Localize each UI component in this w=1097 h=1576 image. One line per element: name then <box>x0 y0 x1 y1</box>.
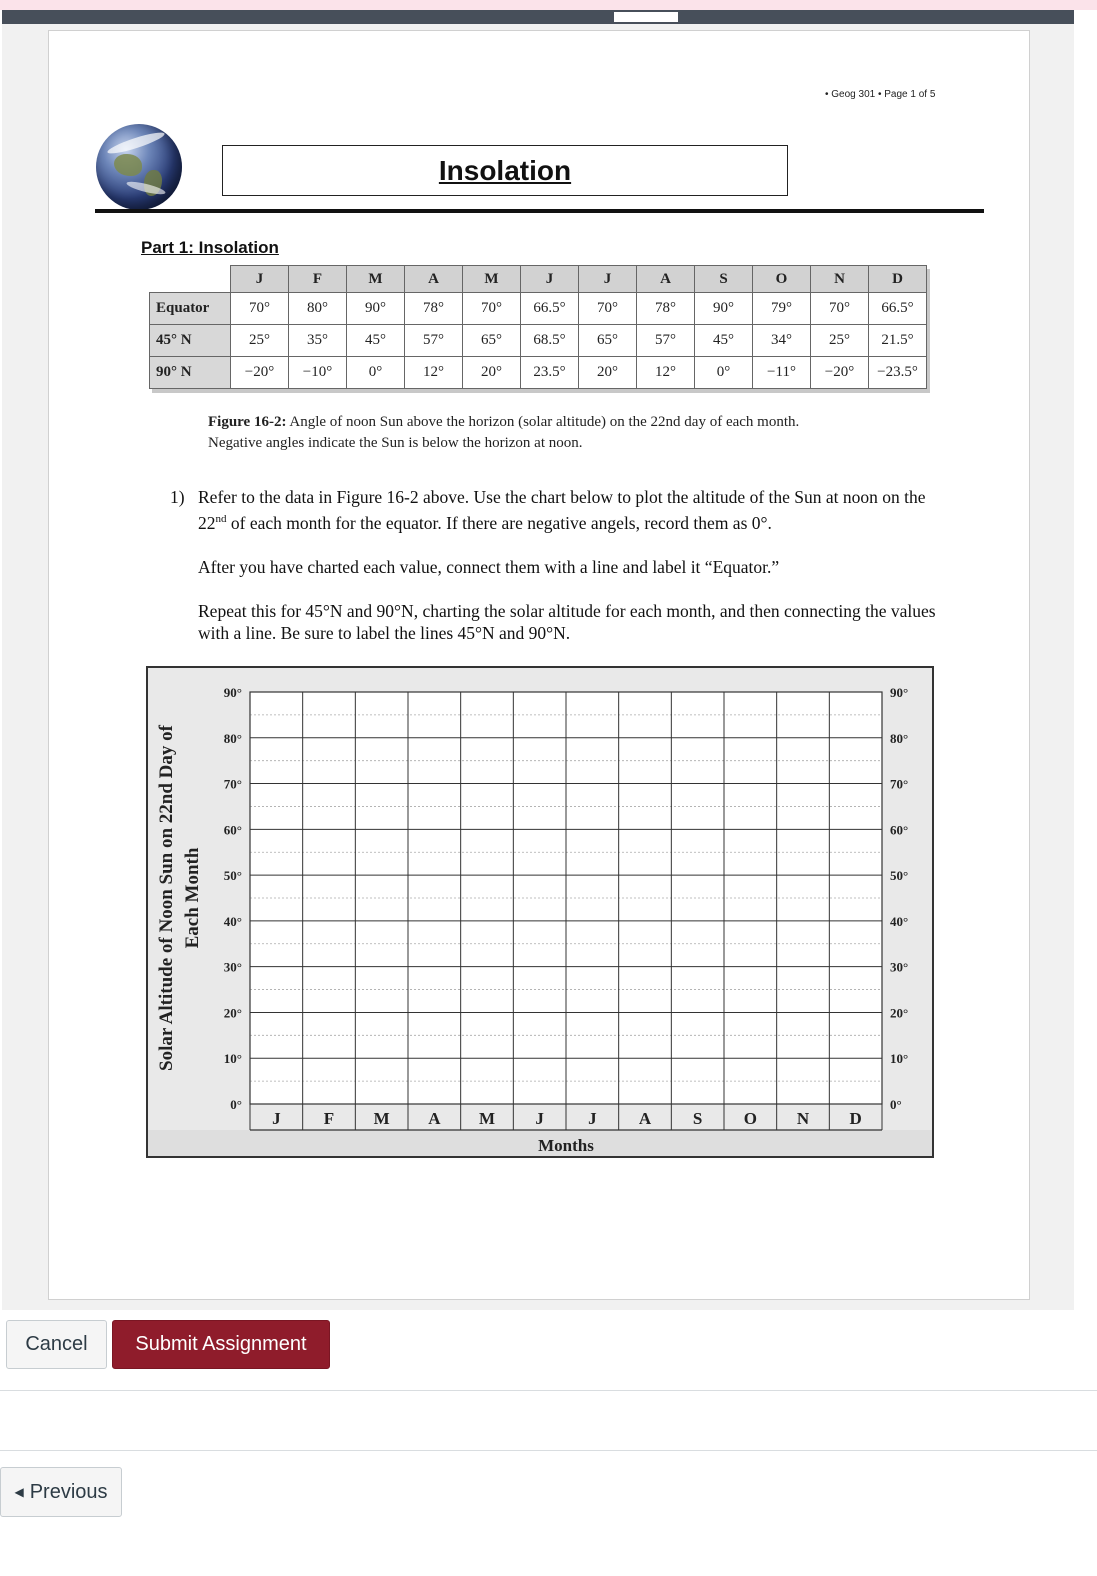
title-rule <box>95 209 984 213</box>
table-cell: 70° <box>811 293 869 325</box>
row-label: 45° N <box>150 325 231 357</box>
question-number: 1) <box>170 487 185 507</box>
previous-label: Previous <box>29 1480 108 1503</box>
y-tick-label-left: 70° <box>223 776 242 792</box>
y-tick-label-left: 60° <box>223 822 242 838</box>
month-header: D <box>869 266 927 293</box>
page-header: • Geog 301 • Page 1 of 5 <box>825 89 936 100</box>
caption-label: Figure 16-2: <box>208 414 287 430</box>
table-cell: 79° <box>753 293 811 325</box>
month-header: J <box>521 266 579 293</box>
month-header: O <box>753 266 811 293</box>
table-cell: 70° <box>231 293 289 325</box>
page-title: Insolation <box>438 154 572 186</box>
y-tick-label-left: 40° <box>223 913 242 929</box>
globe-image <box>96 124 182 210</box>
table-cell: 66.5° <box>521 293 579 325</box>
x-tick-label: A <box>638 1109 652 1128</box>
y-tick-label-right: 80° <box>890 730 909 746</box>
x-tick-label: M <box>478 1109 496 1128</box>
table-cell: 23.5° <box>521 357 579 389</box>
y-tick-label-left: 80° <box>223 730 242 746</box>
x-tick-label: F <box>323 1109 335 1128</box>
month-header: A <box>637 266 695 293</box>
top-strip <box>0 0 1097 10</box>
caret-left-icon: ◀ <box>14 1485 24 1499</box>
part-title: Part 1: Insolation <box>141 238 279 257</box>
table-cell: 0° <box>347 357 405 389</box>
question-paragraph-1: Refer to the data in Figure 16-2 above. Use the chart below to plot the altitude of the Sun at noon on the 22nd of each month for the equator. If there are negative angels, record them as 0°. <box>198 487 926 533</box>
table-cell: −20° <box>231 357 289 389</box>
y-tick-label-left: 0° <box>230 1097 242 1112</box>
table-cell: 65° <box>579 325 637 357</box>
y-tick-label-left: 20° <box>223 1005 242 1021</box>
divider <box>0 1450 1097 1451</box>
table-cell: 12° <box>637 357 695 389</box>
question-paragraph-3: Repeat this for 45°N and 90°N, charting the solar altitude for each month, and then connecting the values with a line. Be sure to label the lines 45°N and 90°N. <box>198 600 936 643</box>
month-header: J <box>579 266 637 293</box>
table-cell: 78° <box>637 293 695 325</box>
caption-line2: Negative angles indicate the Sun is below the horizon at noon. <box>208 435 583 451</box>
row-label: Equator <box>150 293 231 325</box>
x-tick-label: M <box>373 1109 390 1128</box>
viewer-toolbar <box>2 10 1074 24</box>
table-cell: 65° <box>463 325 521 357</box>
table-cell: 45° <box>347 325 405 357</box>
data-table <box>149 265 927 389</box>
divider <box>0 1390 1097 1391</box>
y-tick-label-left: 10° <box>223 1051 242 1067</box>
y-tick-label-left: 50° <box>223 868 242 884</box>
y-axis-label: Solar Altitude of Noon Sun on 22nd Day of <box>156 725 177 1071</box>
x-tick-label: O <box>743 1109 757 1128</box>
previous-button[interactable] <box>0 1467 122 1517</box>
x-axis-label: Months <box>538 1136 594 1155</box>
chart-svg <box>148 668 932 1156</box>
table-cell: 70° <box>463 293 521 325</box>
cancel-button[interactable]: Cancel <box>6 1320 107 1369</box>
altitude-chart[interactable] <box>146 666 934 1158</box>
month-header: N <box>811 266 869 293</box>
table-cell: 12° <box>405 357 463 389</box>
table-cell: 78° <box>405 293 463 325</box>
toolbar-tab[interactable] <box>614 12 678 22</box>
table-cell: −11° <box>753 357 811 389</box>
month-header: A <box>405 266 463 293</box>
y-tick-label-right: 0° <box>890 1097 902 1112</box>
month-header: J <box>231 266 289 293</box>
table-row <box>150 357 927 389</box>
x-tick-label: J <box>272 1109 281 1128</box>
y-tick-label-left: 30° <box>223 959 242 975</box>
month-header: M <box>463 266 521 293</box>
table-cell: 25° <box>231 325 289 357</box>
y-tick-label-right: 60° <box>890 822 909 838</box>
caption-line1: Angle of noon Sun above the horizon (solar altitude) on the 22nd day of each month. <box>286 414 800 430</box>
table-cell: −10° <box>289 357 347 389</box>
x-tick-label: A <box>428 1109 441 1128</box>
x-tick-label: J <box>588 1109 597 1128</box>
month-header: S <box>695 266 753 293</box>
table-cell: 20° <box>463 357 521 389</box>
y-axis-label-line2: Each Month <box>182 847 203 949</box>
table-cell: 45° <box>695 325 753 357</box>
table-cell: −20° <box>811 357 869 389</box>
table-cell: 90° <box>695 293 753 325</box>
x-tick-label: S <box>692 1109 703 1128</box>
x-tick-label: D <box>849 1109 862 1128</box>
table-header-row <box>150 266 927 293</box>
question-paragraph-2: After you have charted each value, connect them with a line and label it “Equator.” <box>198 556 780 577</box>
y-tick-label-right: 90° <box>890 685 909 700</box>
y-tick-label-right: 50° <box>890 868 909 884</box>
table-cell: 21.5° <box>869 325 927 357</box>
x-tick-label: N <box>796 1109 810 1128</box>
y-tick-label-right: 40° <box>890 913 909 929</box>
y-tick-label-left: 90° <box>223 685 242 700</box>
table-cell: 68.5° <box>521 325 579 357</box>
month-header: F <box>289 266 347 293</box>
submit-assignment-button[interactable]: Submit Assignment <box>112 1320 330 1369</box>
figure-caption <box>208 412 908 454</box>
month-header: M <box>347 266 405 293</box>
table-cell: 57° <box>637 325 695 357</box>
table-cell: 35° <box>289 325 347 357</box>
y-tick-label-right: 20° <box>890 1005 909 1021</box>
question-text <box>198 486 948 666</box>
table-cell: 66.5° <box>869 293 927 325</box>
table-row <box>150 293 927 325</box>
table-cell: 80° <box>289 293 347 325</box>
row-label: 90° N <box>150 357 231 389</box>
y-tick-label-right: 70° <box>890 776 909 792</box>
table-cell: 0° <box>695 357 753 389</box>
y-tick-label-right: 30° <box>890 959 909 975</box>
table-cell: 34° <box>753 325 811 357</box>
table-cell: −23.5° <box>869 357 927 389</box>
table-cell: 70° <box>579 293 637 325</box>
title-box <box>222 145 788 196</box>
table-cell: 20° <box>579 357 637 389</box>
x-tick-label: J <box>535 1109 544 1128</box>
table-cell: 90° <box>347 293 405 325</box>
y-tick-label-right: 10° <box>890 1051 909 1067</box>
table-cell: 25° <box>811 325 869 357</box>
table-row <box>150 325 927 357</box>
table-cell: 57° <box>405 325 463 357</box>
